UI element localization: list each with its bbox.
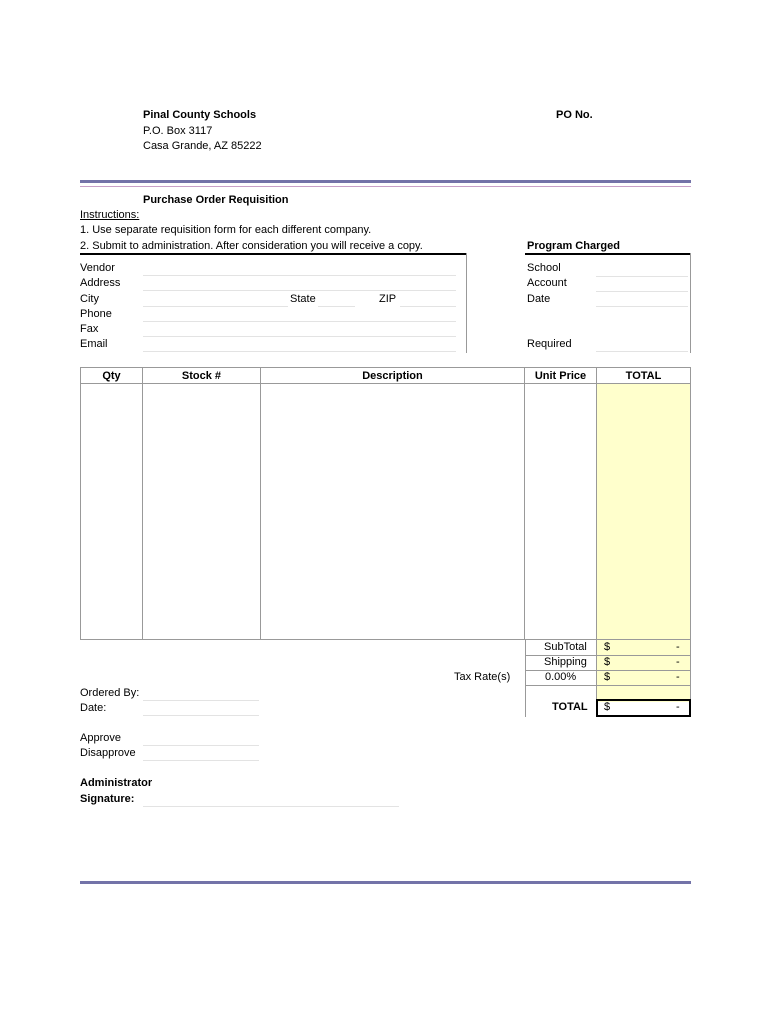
state-field[interactable] <box>318 306 355 307</box>
approve-field[interactable] <box>143 745 259 746</box>
phone-field[interactable] <box>143 321 456 322</box>
address-line-2: Casa Grande, AZ 85222 <box>143 140 262 152</box>
grand-total-value: - <box>676 701 680 713</box>
tax-rate-value[interactable]: 0.00% <box>545 671 577 683</box>
ordered-by-label: Ordered By: <box>80 687 140 699</box>
unit-price-cell[interactable] <box>525 384 597 640</box>
account-label: Account <box>527 277 567 289</box>
disapprove-label: Disapprove <box>80 747 136 759</box>
signature-field[interactable] <box>143 806 399 807</box>
col-stock: Stock # <box>143 368 261 384</box>
address-field[interactable] <box>143 290 456 291</box>
address-line-1: P.O. Box 3117 <box>143 125 213 137</box>
school-label: School <box>527 262 561 274</box>
totals-row-divider <box>525 685 691 686</box>
instructions-label: Instructions: <box>80 209 140 221</box>
shipping-label: Shipping <box>544 656 587 668</box>
col-total: TOTAL <box>597 368 691 384</box>
col-unit-price: Unit Price <box>525 368 597 384</box>
subtotal-value: - <box>676 641 680 653</box>
city-label: City <box>80 293 99 305</box>
email-label: Email <box>80 338 108 350</box>
required-label: Required <box>527 338 572 350</box>
order-date-label: Date: <box>80 702 107 714</box>
qty-cell[interactable] <box>81 384 143 640</box>
tax-rate-label: Tax Rate(s) <box>454 671 511 683</box>
signature-label: Signature: <box>80 793 135 805</box>
vendor-label: Vendor <box>80 262 115 274</box>
instruction-1: 1. Use separate requisition form for each different company. <box>80 224 372 236</box>
shipping-currency: $ <box>604 656 611 668</box>
city-field[interactable] <box>143 306 288 307</box>
vendor-top-border <box>80 253 467 255</box>
grand-total-currency: $ <box>604 701 611 713</box>
shipping-value: - <box>676 656 680 668</box>
program-charged-heading: Program Charged <box>527 240 620 252</box>
program-date-field[interactable] <box>596 306 688 307</box>
account-field[interactable] <box>596 291 688 292</box>
vendor-field[interactable] <box>143 275 456 276</box>
school-field[interactable] <box>596 276 688 277</box>
fax-field[interactable] <box>143 336 456 337</box>
approve-label: Approve <box>80 732 121 744</box>
org-name: Pinal County Schools <box>143 109 257 121</box>
required-field[interactable] <box>596 351 688 352</box>
col-description: Description <box>261 368 525 384</box>
order-date-field[interactable] <box>143 715 259 716</box>
state-label: State <box>290 293 316 305</box>
bottom-divider <box>80 881 691 884</box>
disapprove-field[interactable] <box>143 760 259 761</box>
description-cell[interactable] <box>261 384 525 640</box>
phone-label: Phone <box>80 308 112 320</box>
top-divider <box>80 180 691 183</box>
items-table <box>80 367 691 640</box>
administrator-label: Administrator <box>80 777 153 789</box>
fax-label: Fax <box>80 323 99 335</box>
tax-value: - <box>676 671 680 683</box>
subtotal-label: SubTotal <box>544 641 587 653</box>
subtotal-currency: $ <box>604 641 611 653</box>
tax-currency: $ <box>604 671 611 683</box>
zip-field[interactable] <box>400 306 456 307</box>
form-title: Purchase Order Requisition <box>143 194 289 206</box>
email-field[interactable] <box>143 351 456 352</box>
top-divider-thin <box>80 186 691 187</box>
instruction-2: 2. Submit to administration. After consideration you will receive a copy. <box>80 240 423 252</box>
po-number-label: PO No. <box>556 109 593 121</box>
col-qty: Qty <box>81 368 143 384</box>
address-label: Address <box>80 277 121 289</box>
stock-cell[interactable] <box>143 384 261 640</box>
total-cell <box>597 384 691 640</box>
vendor-right-border <box>466 253 467 353</box>
program-top-border <box>525 253 691 255</box>
zip-label: ZIP <box>379 293 397 305</box>
program-right-border <box>690 253 691 353</box>
grand-total-label: TOTAL <box>552 701 588 713</box>
ordered-by-field[interactable] <box>143 700 259 701</box>
program-date-label: Date <box>527 293 551 305</box>
